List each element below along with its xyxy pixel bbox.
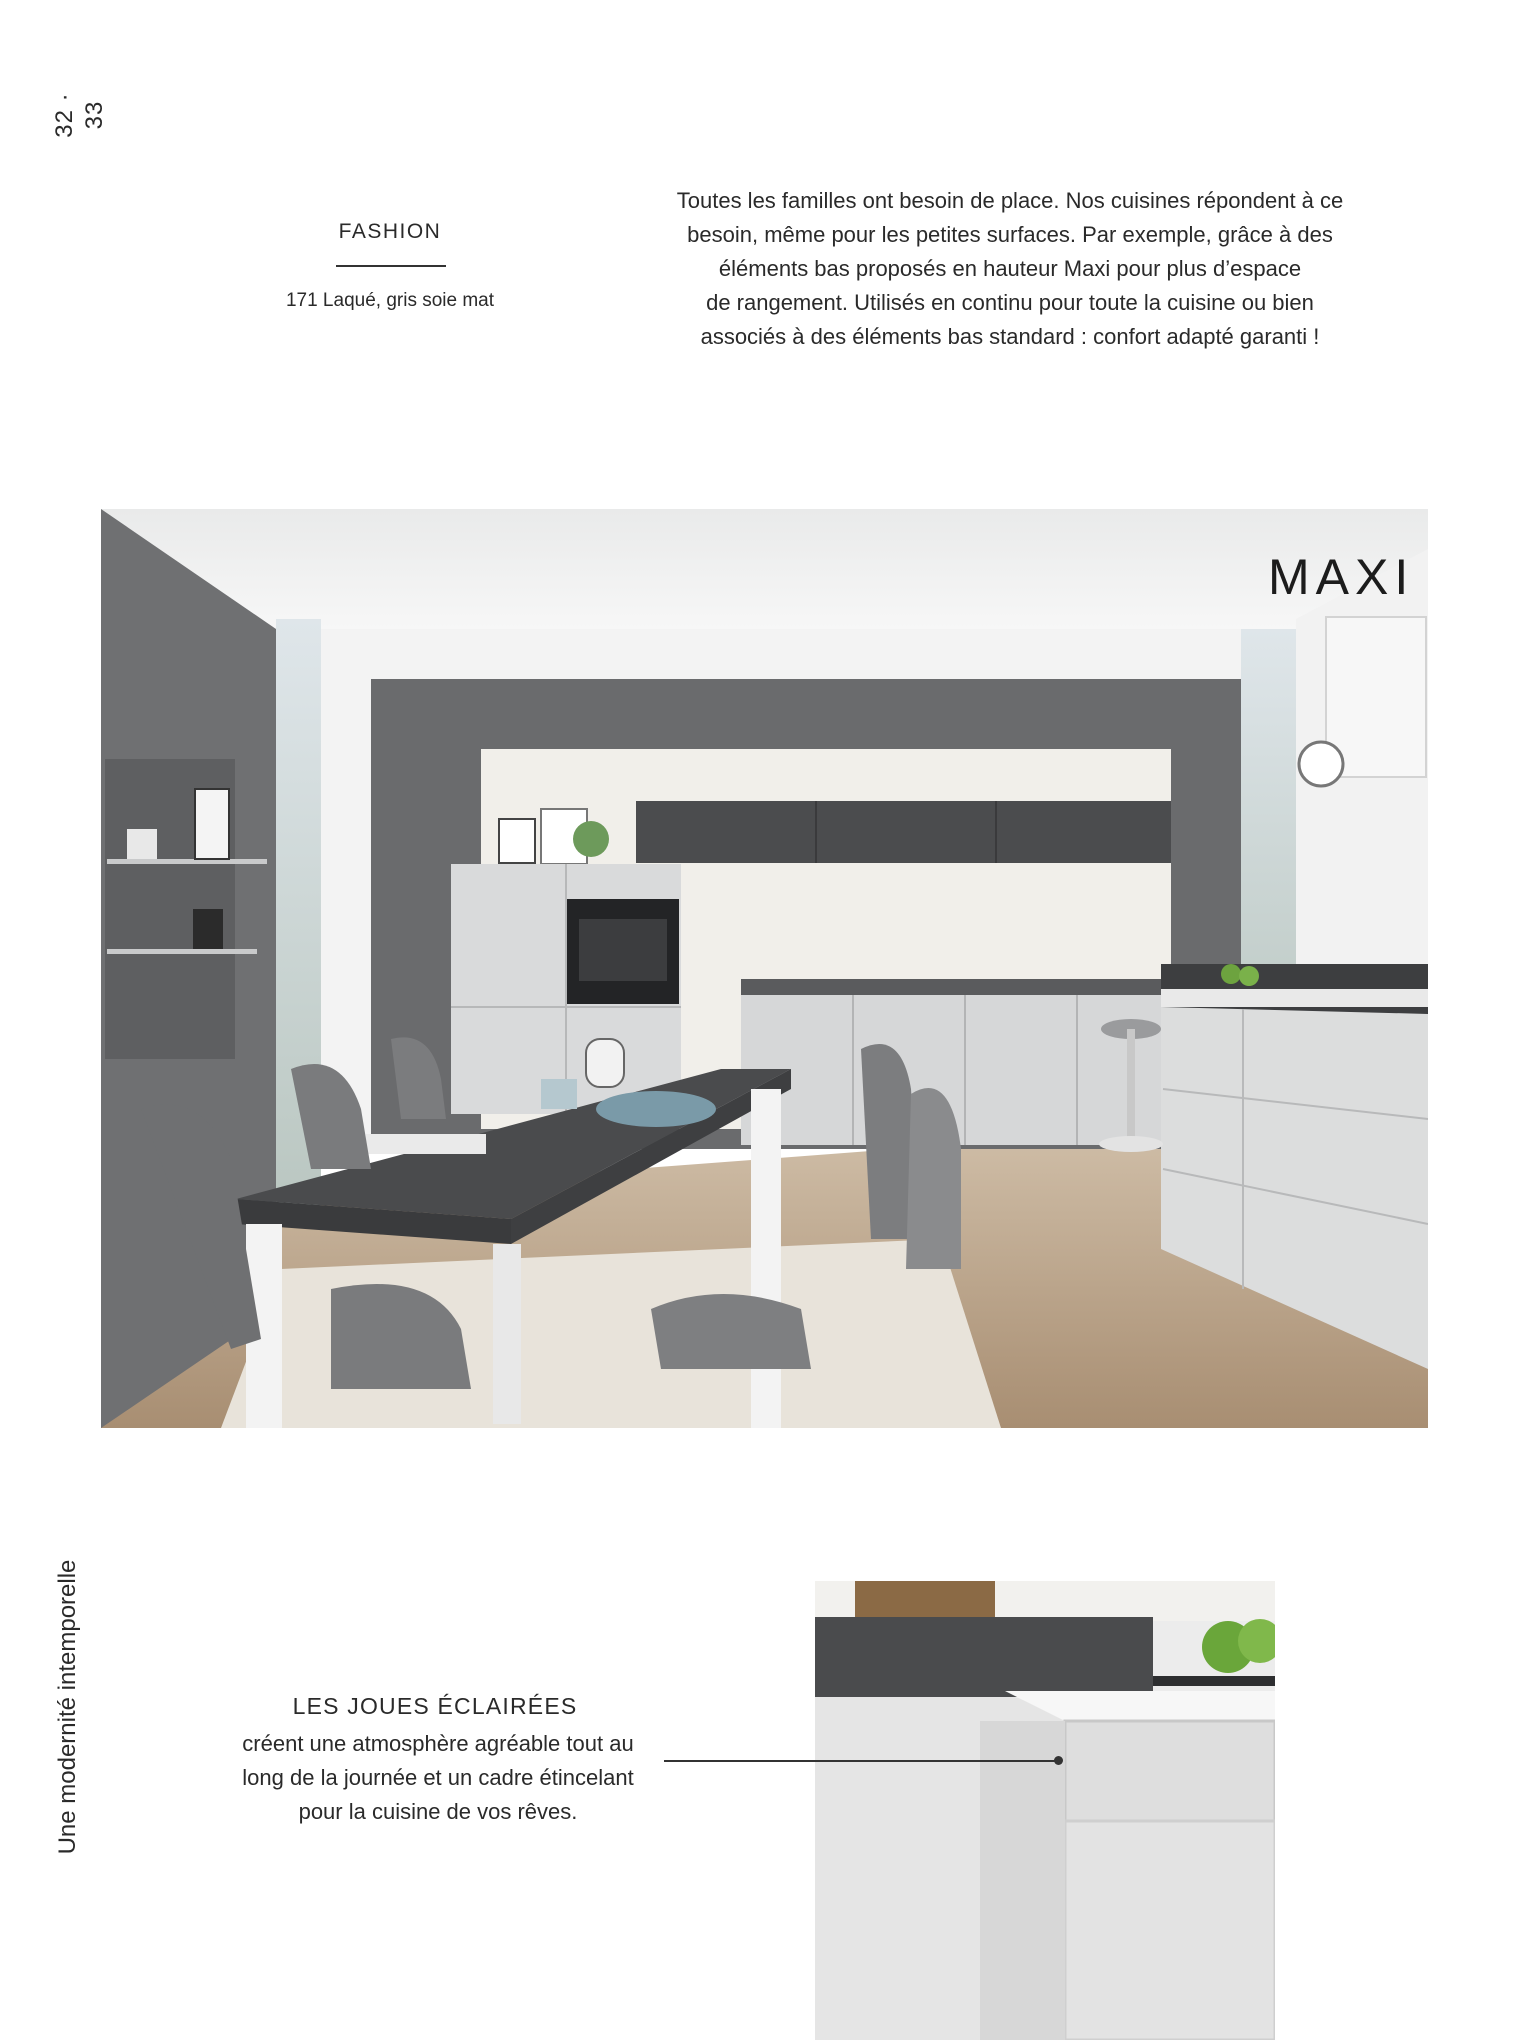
feature-line: long de la journée et un cadre étincelant bbox=[242, 1765, 634, 1790]
model-divider bbox=[336, 265, 446, 267]
intro-paragraph bbox=[660, 184, 1360, 354]
model-name: FASHION bbox=[338, 220, 442, 243]
model-finish: 171 Laqué, gris soie mat bbox=[285, 290, 495, 311]
section-label: Une modernité intemporelle bbox=[54, 1559, 81, 1855]
intro-line: besoin, même pour les petites surfaces. Par exemple, grâce à des bbox=[687, 222, 1333, 247]
page-number: 32 · 33 bbox=[51, 92, 108, 138]
feature-text bbox=[218, 1727, 658, 1829]
callout-dot bbox=[1054, 1756, 1063, 1765]
kitchen-photo bbox=[101, 509, 1428, 1428]
detail-photo bbox=[815, 1581, 1275, 2040]
maxi-logo: MAXI bbox=[1268, 549, 1415, 605]
intro-line: Toutes les familles ont besoin de place. Nos cuisines répondent à ce bbox=[676, 188, 1344, 213]
intro-line: de rangement. Utilisés en continu pour toute la cuisine ou bien bbox=[706, 290, 1314, 315]
intro-line: associés à des éléments bas standard : confort adapté garanti ! bbox=[700, 324, 1320, 349]
feature-line: pour la cuisine de vos rêves. bbox=[298, 1799, 578, 1824]
feature-line: créent une atmosphère agréable tout au bbox=[242, 1731, 634, 1756]
callout-line bbox=[664, 1760, 1059, 1762]
feature-title: LES JOUES ÉCLAIRÉES bbox=[292, 1693, 578, 1719]
intro-line: éléments bas proposés en hauteur Maxi pour plus d’espace bbox=[718, 256, 1302, 281]
